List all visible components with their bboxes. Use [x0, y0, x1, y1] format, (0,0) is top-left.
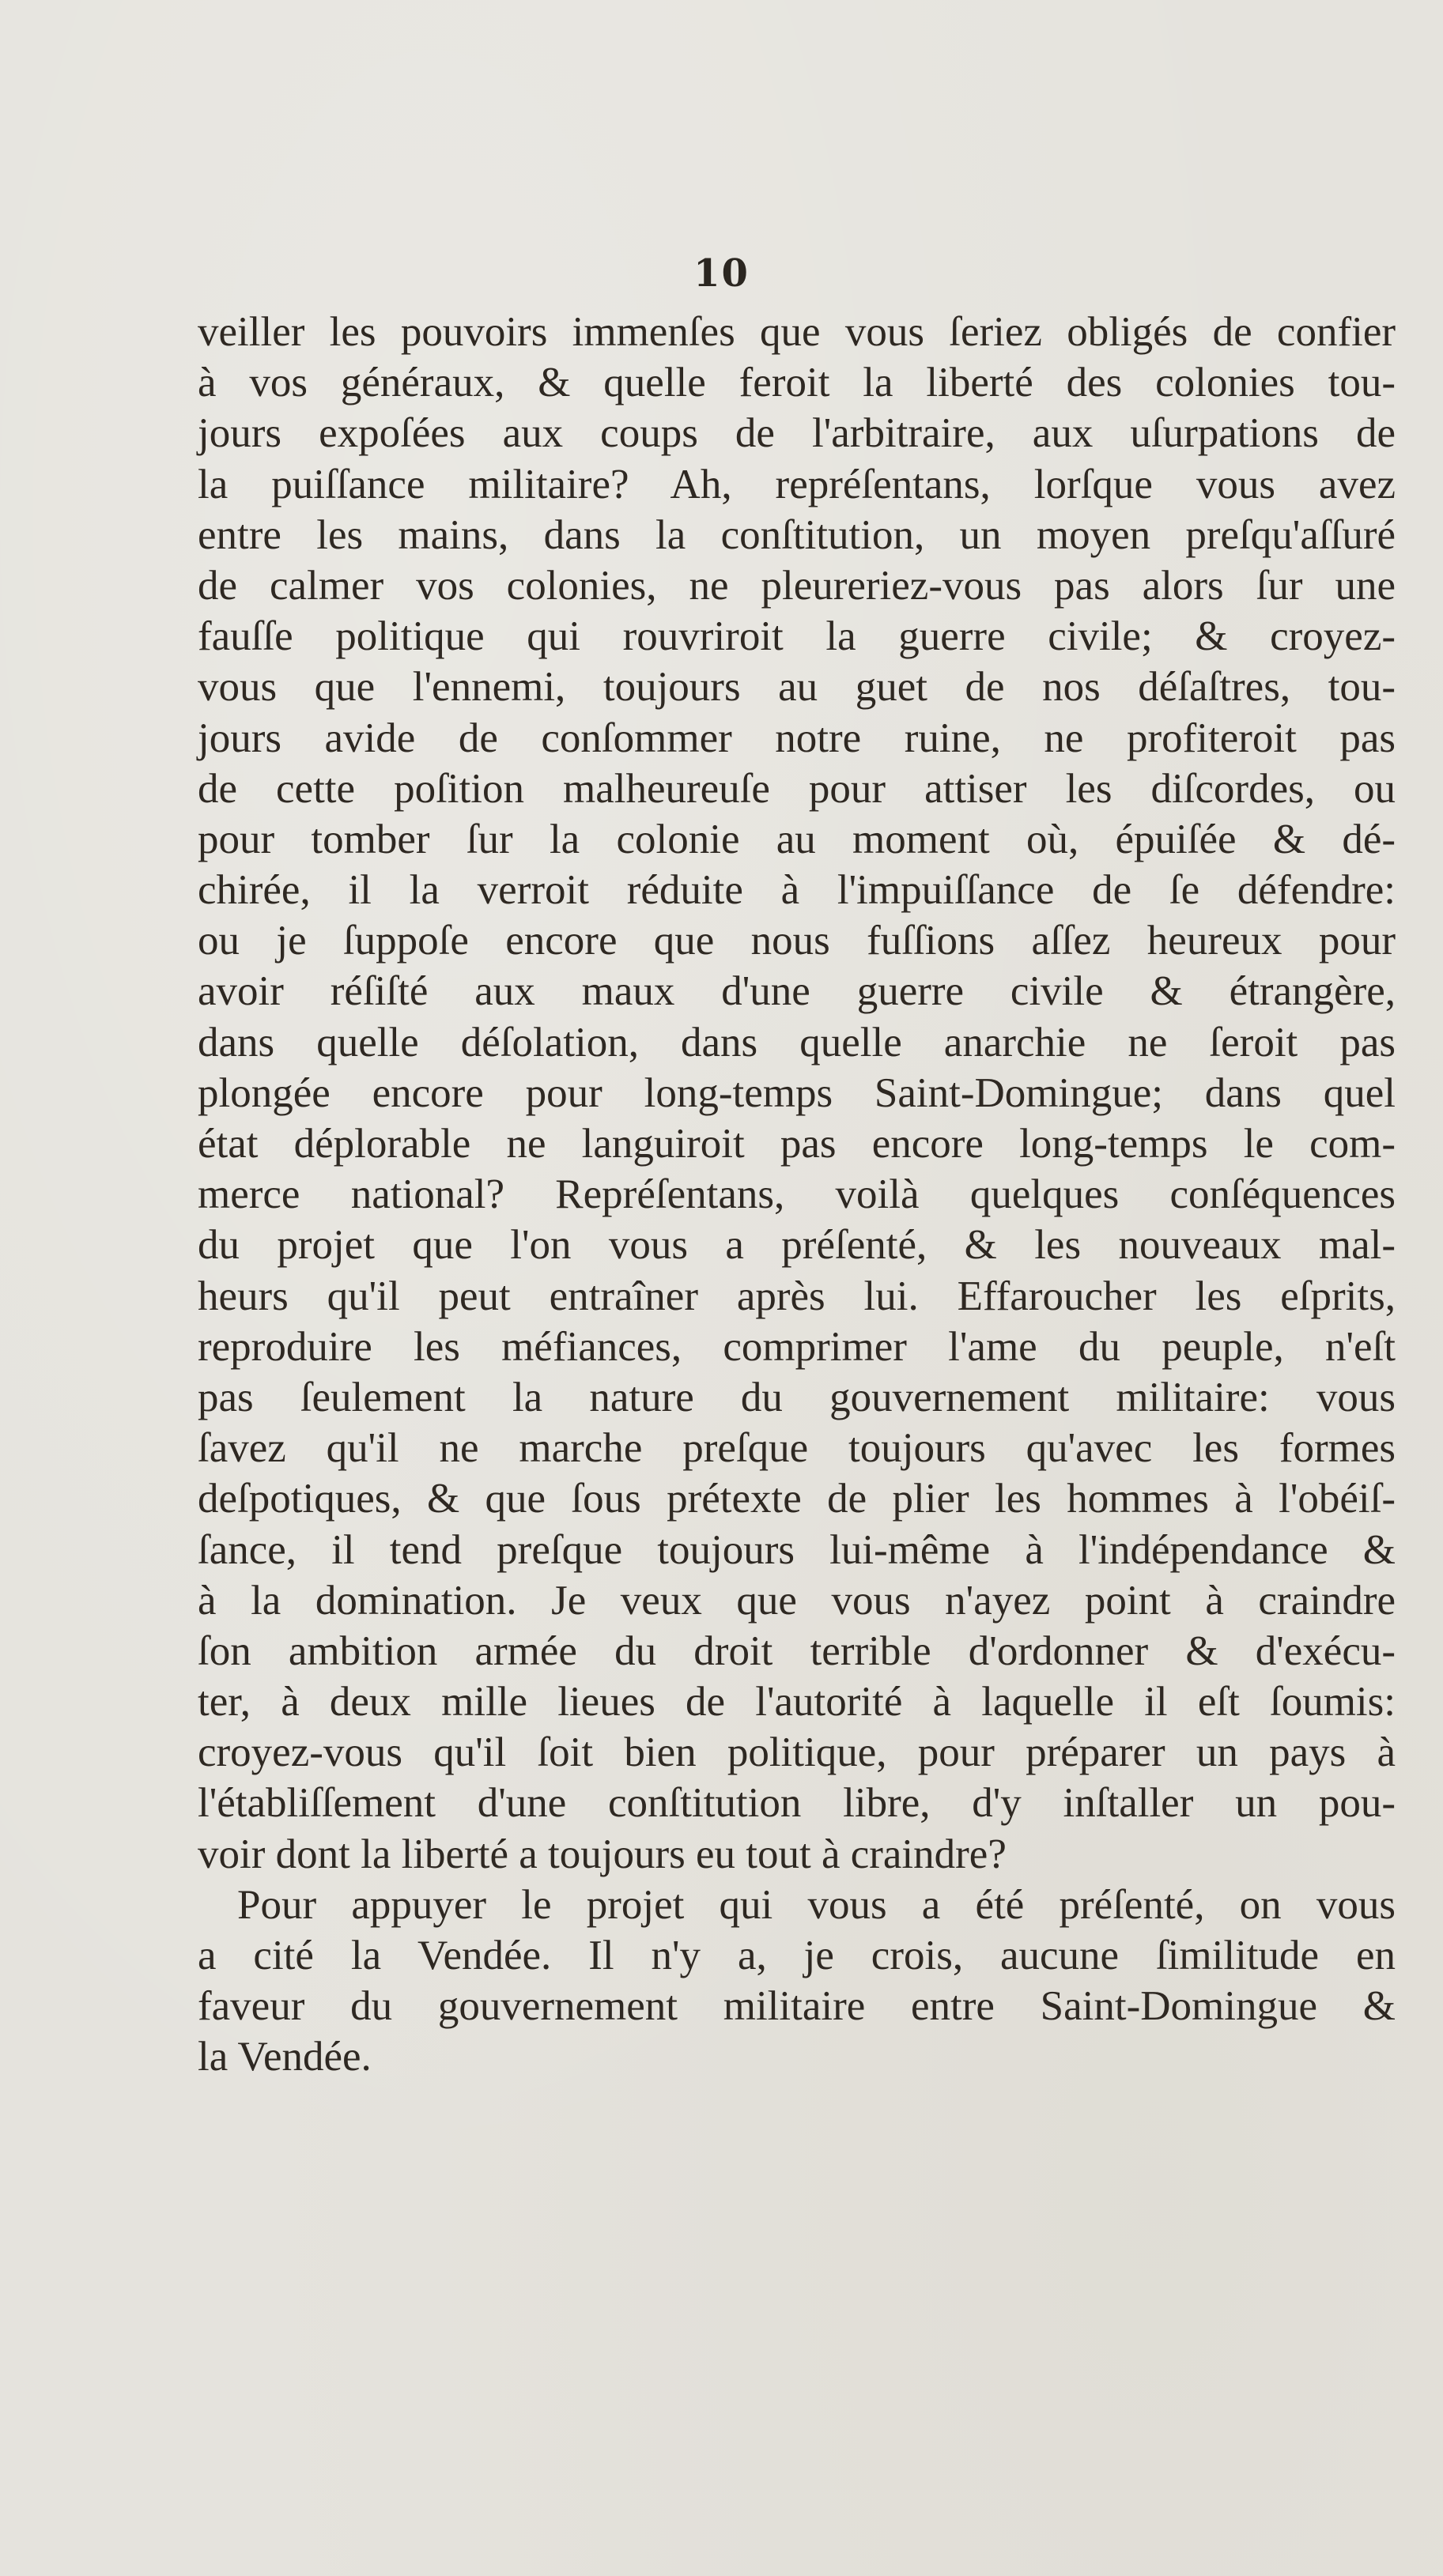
- text-line: entre les mains, dans la conſtitution, un moyen preſqu'aſſuré: [198, 511, 1396, 558]
- text-line: à vos généraux, & quelle feroit la liberté des colonies tou-: [198, 360, 1396, 406]
- text-line: la puiſſance militaire? Ah, repréſentans, lorſque vous avez: [198, 461, 1396, 507]
- text-line: de cette poſition malheureuſe pour attiser les diſcordes, ou: [198, 765, 1396, 812]
- text-line: vous que l'ennemi, toujours au guet de nos déſaſtres, tou-: [198, 664, 1396, 711]
- text-line: pour tomber ſur la colonie au moment où, épuiſée & dé-: [198, 816, 1396, 862]
- text-line: jours avide de conſommer notre ruine, ne profiteroit pas: [198, 715, 1396, 761]
- text-line: ſance, il tend preſque toujours lui-même à l'indépendance &: [198, 1526, 1396, 1573]
- text-line: à la domination. Je veux que vous n'ayez point à craindre: [198, 1577, 1396, 1624]
- text-line: de calmer vos colonies, ne pleureriez-vous pas alors ſur une: [198, 562, 1396, 609]
- text-line: avoir réſiſté aux maux d'une guerre civile & étrangère,: [198, 968, 1396, 1015]
- text-line: ou je ſuppoſe encore que nous fuſſions aſſez heureux pour: [198, 918, 1396, 964]
- text-line: heurs qu'il peut entraîner après lui. Effaroucher les eſprits,: [198, 1273, 1396, 1319]
- text-line: a cité la Vendée. Il n'y a, je crois, aucune ſimilitude en: [198, 1933, 1396, 1978]
- text-line: dans quelle déſolation, dans quelle anarchie ne ſeroit pas: [198, 1019, 1396, 1065]
- body-text: [198, 307, 1396, 2083]
- text-line: reproduire les méfiances, comprimer l'ame du peuple, n'eſt: [198, 1323, 1396, 1370]
- text-line: ſon ambition armée du droit terrible d'ordonner & d'exécu-: [198, 1627, 1396, 1674]
- text-line: du projet que l'on vous a préſenté, & les nouveaux mal-: [198, 1222, 1396, 1269]
- text-line: deſpotiques, & que ſous prétexte de plier les hommes à l'obéiſ-: [198, 1476, 1396, 1522]
- text-line: l'établiſſement d'une conſtitution libre, d'y inſtaller un pou-: [198, 1780, 1396, 1827]
- text-line: ſavez qu'il ne marche preſque toujours qu'avec les formes: [198, 1425, 1396, 1472]
- text-line: chirée, il la verroit réduite à l'impuiſſance de ſe défendre:: [198, 867, 1396, 914]
- text-line: plongée encore pour long-temps Saint-Domingue; dans quel: [198, 1069, 1396, 1116]
- page-number: 10: [693, 251, 750, 296]
- text-line: veiller les pouvoirs immenſes que vous ſeriez obligés de confier: [198, 309, 1396, 355]
- text-line: pas ſeulement la nature du gouvernement militaire: vous: [198, 1374, 1396, 1420]
- text-line: voir dont la liberté a toujours eu tout à craindre?: [198, 1831, 1007, 1877]
- text-line: jours expoſées aux coups de l'arbitraire, aux uſurpations de: [198, 410, 1396, 457]
- text-line: fauſſe politique qui rouvriroit la guerre civile; & croyez-: [198, 613, 1396, 660]
- text-line: état déplorable ne languiroit pas encore long-temps le com-: [198, 1121, 1396, 1167]
- paragraph-start-line: Pour appuyer le projet qui vous a été préſenté, on vous: [237, 1881, 1396, 1928]
- text-line: la Vendée.: [198, 2034, 372, 2080]
- text-line: merce national? Repréſentans, voilà quelques conſéquences: [198, 1171, 1396, 1218]
- text-line: croyez-vous qu'il ſoit bien politique, pour préparer un pays à: [198, 1729, 1396, 1776]
- text-line: faveur du gouvernement militaire entre Saint-Domingue &: [198, 1983, 1396, 2030]
- text-line: ter, à deux mille lieues de l'autorité à laquelle il eſt ſoumis:: [198, 1679, 1396, 1726]
